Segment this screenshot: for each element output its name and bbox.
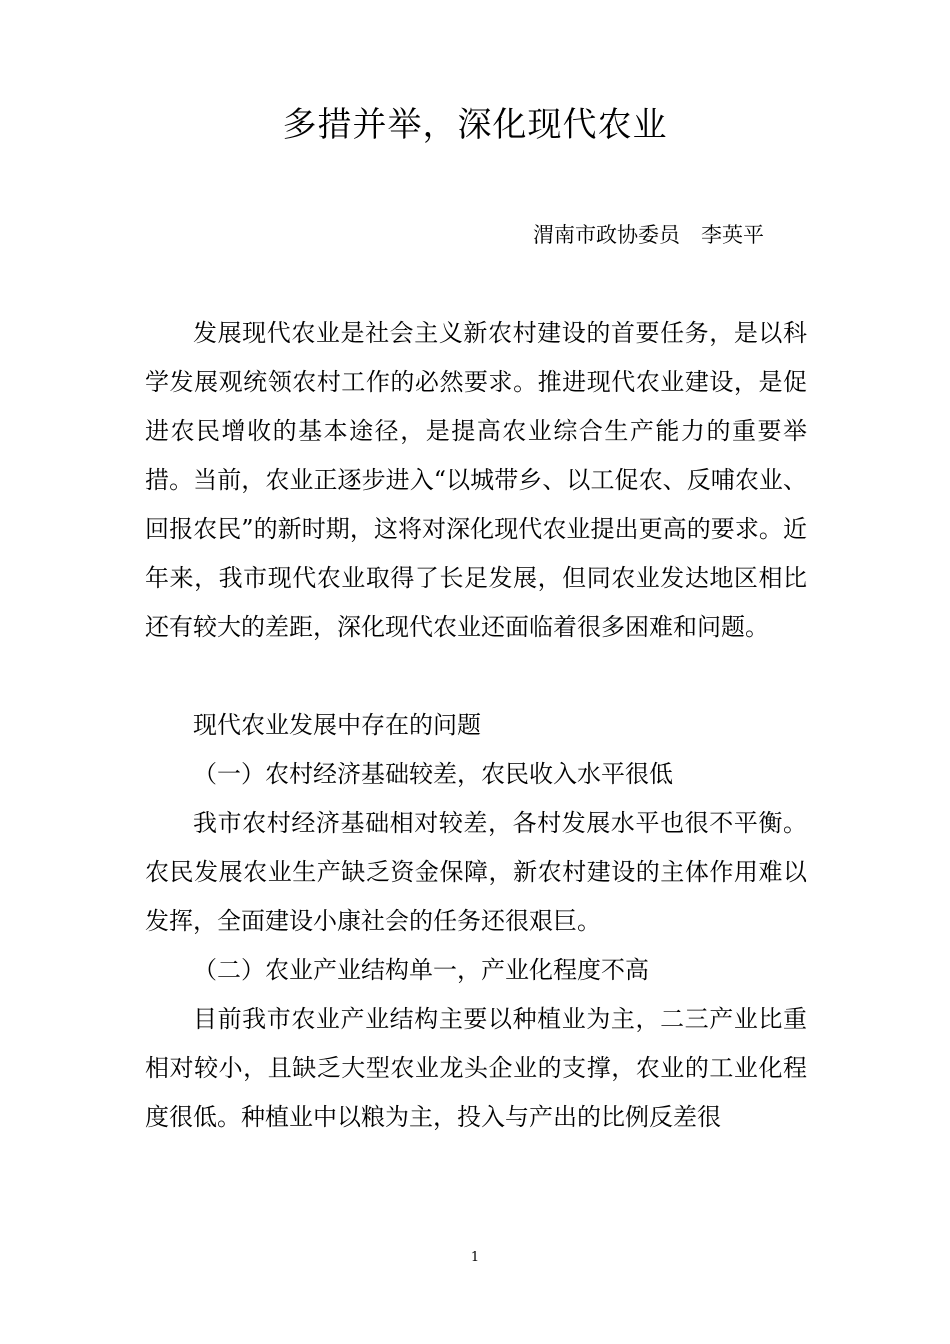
- page-number: 1: [470, 1250, 480, 1265]
- subsection-heading-1: （一）农村经济基础较差，农民收入水平很低: [193, 760, 673, 788]
- author-line: 渭南市政协委员 李英平: [533, 223, 764, 247]
- body-paragraph-1: 我市农村经济基础相对较差，各村发展水平也很不平衡。农民发展农业生产缺乏资金保障，新农村建设的主体作用难以发挥，全面建设小康社会的任务还很艰巨。: [145, 809, 807, 935]
- subsection-heading-2: （二）农业产业结构单一，产业化程度不高: [193, 956, 649, 984]
- document-body: [145, 309, 807, 1142]
- section-heading: 现代农业发展中存在的问题: [193, 711, 481, 739]
- intro-paragraph: 发展现代农业是社会主义新农村建设的首要任务，是以科学发展观统领农村工作的必然要求。推进现代农业建设，是促进农民增收的基本途径，是提高农业综合生产能力的重要举措。当前，农业正逐步进入“以城带乡、以工促农、反哺农业、回报农民”的新时期，这将对深化现代农业提出更高的要求。近年来，我市现代农业取得了长足发展，但同农业发达地区相比还有较大的差距，深化现代农业还面临着很多困难和问题。: [145, 319, 807, 641]
- body-paragraph-2: 目前我市农业产业结构主要以种植业为主，二三产业比重相对较小，且缺乏大型农业龙头企业的支撑，农业的工业化程度很低。种植业中以粮为主，投入与产出的比例反差很: [145, 1005, 807, 1131]
- document-title: 多措并举，深化现代农业: [282, 105, 668, 145]
